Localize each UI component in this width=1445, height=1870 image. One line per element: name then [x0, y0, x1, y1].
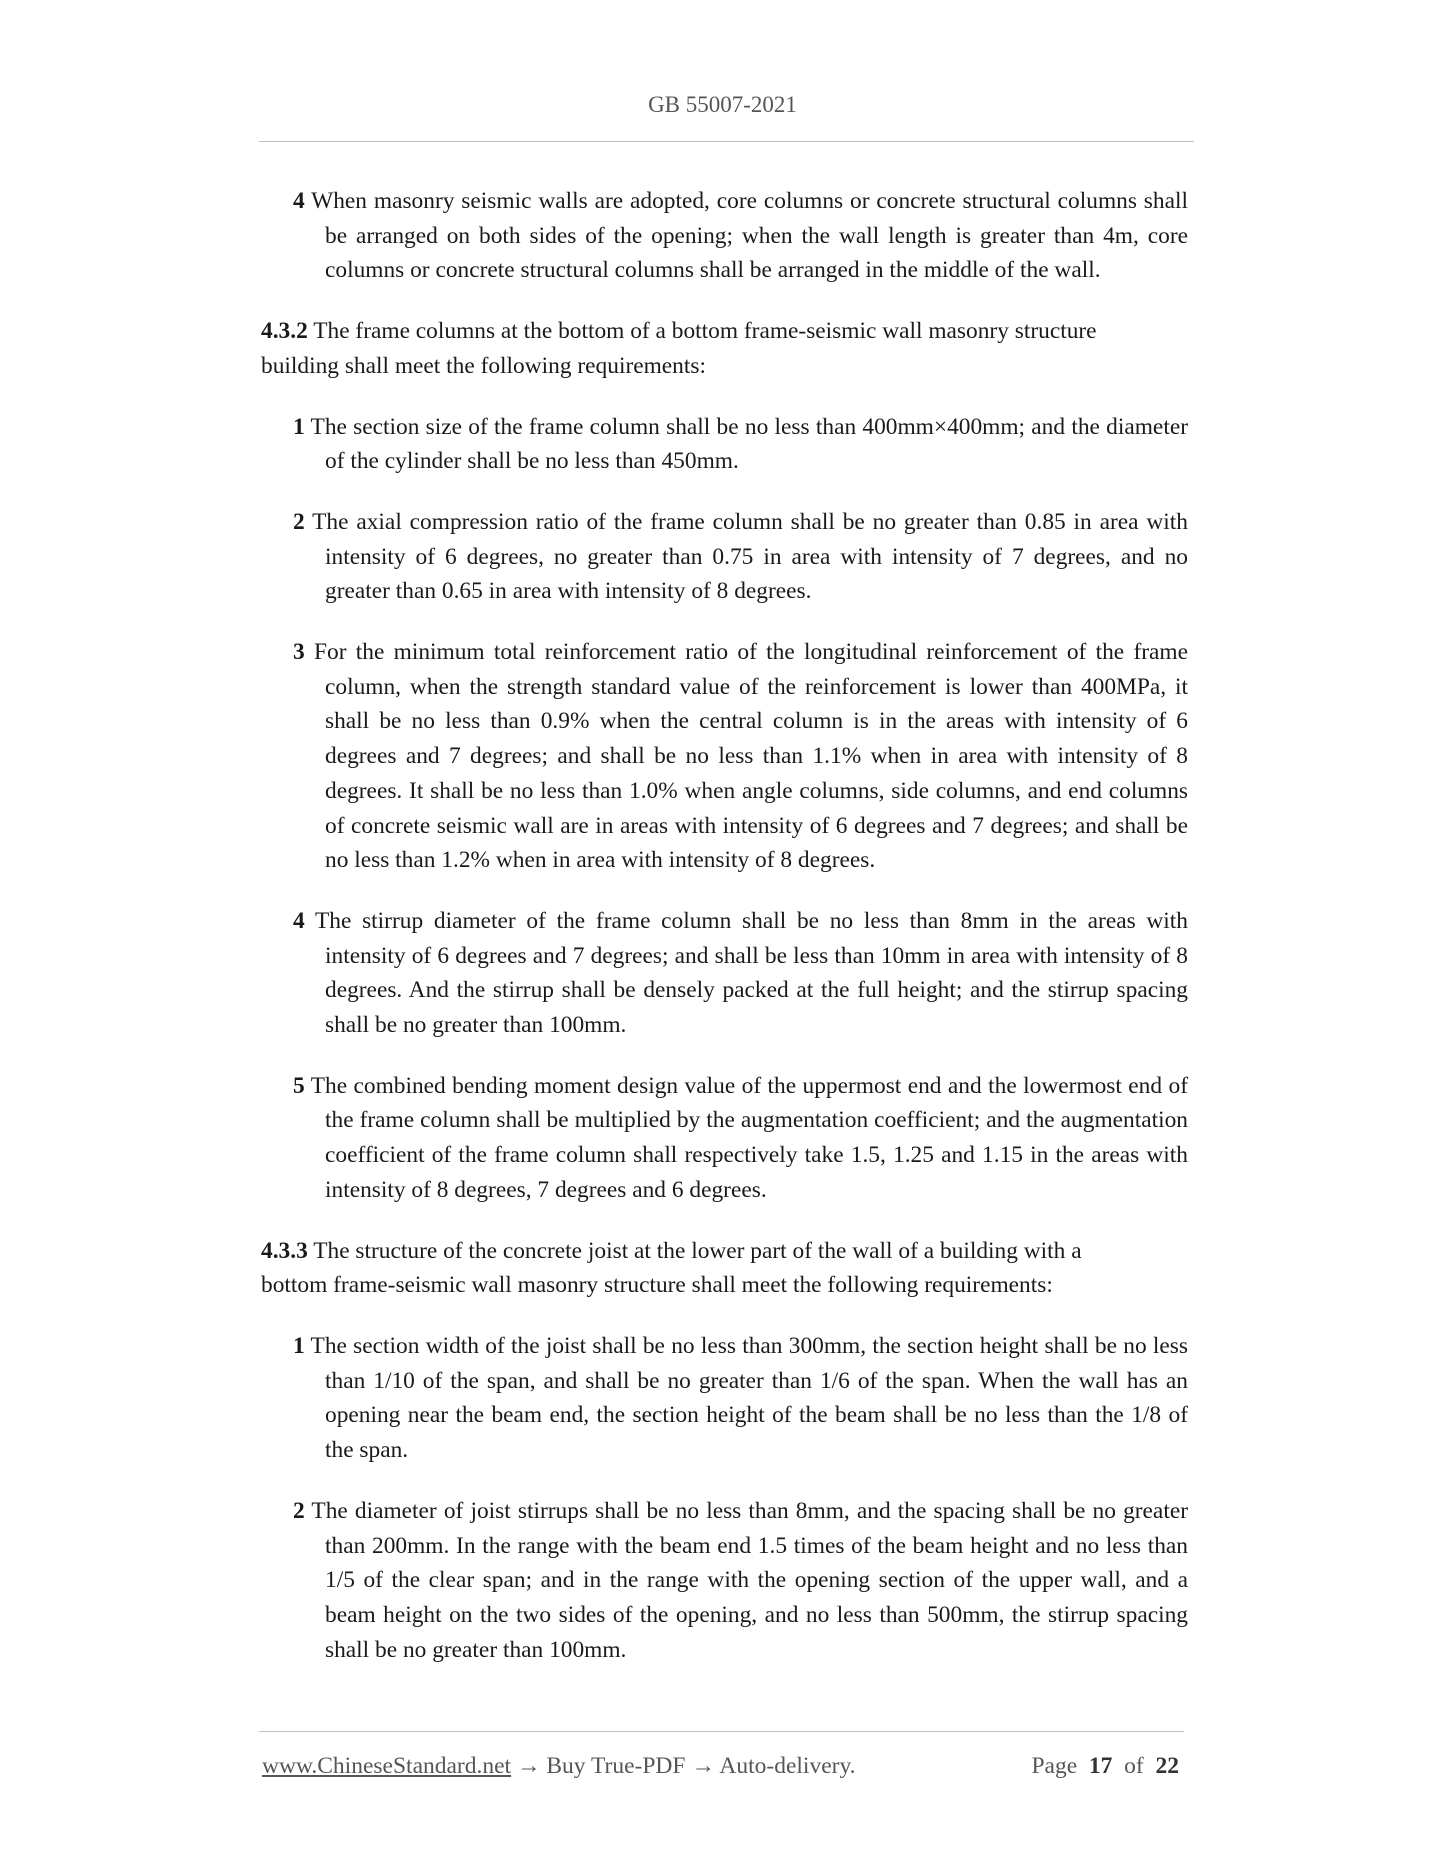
item-number: 4	[293, 188, 305, 214]
page-label: Page	[1031, 1753, 1078, 1779]
page-number	[1031, 1753, 1179, 1780]
page-header-title: GB 55007-2021	[648, 92, 797, 117]
list-item	[261, 1329, 1188, 1468]
item-number: 1	[293, 413, 305, 440]
clause-text: The frame columns at the bottom of a bottom frame-seismic wall masonry structure building shall meet the following requirements:	[261, 318, 1097, 379]
list-item	[261, 184, 1188, 288]
item-text: The axial compression ratio of the frame column shall be no greater than 0.85 in area with intensity of 6 degrees, no greater than 0.75 in area with intensity of 7 degrees, and no greater than 0.65 in area with intensity of 8 degrees.	[304, 508, 1188, 605]
page-body	[261, 184, 1188, 1693]
list-item	[261, 1494, 1188, 1668]
list-item	[261, 505, 1188, 609]
total-page-number: 22	[1155, 1753, 1179, 1779]
list-item	[261, 410, 1188, 479]
clause-number: 4.3.2	[261, 318, 308, 345]
item-number: 5	[293, 1072, 305, 1099]
clause-4-3-3	[261, 1234, 1188, 1303]
item-number: 2	[293, 1497, 305, 1524]
clause-number: 4.3.3	[261, 1237, 308, 1264]
website-link[interactable]: www.ChineseStandard.net	[262, 1753, 512, 1779]
list-item	[261, 1069, 1188, 1208]
header-divider	[259, 141, 1194, 142]
item-text: The section width of the joist shall be no less than 300mm, the section height shall be no less than 1/10 of the span, and shall be no greater than 1/6 of the span. When the wall has an opening near the beam end, the section height of the beam shall be no less than the 1/8 of the span.	[304, 1332, 1188, 1464]
footer-divider	[259, 1731, 1184, 1732]
item-number: 1	[293, 1332, 305, 1359]
of-label: of	[1124, 1753, 1144, 1779]
list-item	[261, 635, 1188, 878]
footer-tagline: → Buy True-PDF → Auto-delivery.	[511, 1753, 856, 1779]
footer-link-line	[262, 1753, 856, 1780]
item-number: 4	[293, 907, 305, 934]
item-number: 2	[293, 508, 305, 535]
item-text: The stirrup diameter of the frame column shall be no less than 8mm in the areas with intensity of 6 degrees and 7 degrees; and shall be less than 10mm in area with intensity of 8 degrees. And the stirrup shall be densely packed at the full height; and the stirrup spacing shall be no greater than 100mm.	[304, 907, 1188, 1039]
item-text: For the minimum total reinforcement ratio of the longitudinal reinforcement of the frame column, when the strength standard value of the reinforcement is lower than 400MPa, it shall be no less than 0.9% when the central column is in the areas with intensity of 6 degrees and 7 degrees; and shall be no less than 1.1% when in area with intensity of 8 degrees. It shall be no less than 1.0% when angle columns, side columns, and end columns of concrete seismic wall are in areas with intensity of 6 degrees and 7 degrees; and shall be no less than 1.2% when in area with intensity of 8 degrees.	[304, 639, 1188, 874]
item-number: 3	[293, 639, 305, 666]
item-text: The combined bending moment design value of the uppermost end and the lowermost end of the frame column shall be multiplied by the augmentation coefficient; and the augmentation coefficient of the frame column shall respectively take 1.5, 1.25 and 1.15 in the areas with intensity of 8 degrees, 7 degrees and 6 degrees.	[304, 1072, 1188, 1203]
item-text: The diameter of joist stirrups shall be no less than 8mm, and the spacing shall be no greater than 200mm. In the range with the beam end 1.5 times of the beam height and no less than 1/5 of the clear span; and in the range with the opening section of the upper wall, and a beam height on the two sides of the opening, and no less than 500mm, the stirrup spacing shall be no greater than 100mm.	[304, 1497, 1188, 1663]
clause-4-3-2	[261, 314, 1188, 383]
list-item	[261, 904, 1188, 1043]
item-text: When masonry seismic walls are adopted, core columns or concrete structural columns shall be arranged on both sides of the opening; when the wall length is greater than 4m, core columns or concrete structural columns shall be arranged in the middle of the wall.	[304, 188, 1188, 284]
current-page-number: 17	[1088, 1753, 1113, 1779]
clause-text: The structure of the concrete joist at the lower part of the wall of a building with a bottom frame-seismic wall masonry structure shall meet the following requirements:	[261, 1237, 1082, 1299]
item-text: The section size of the frame column shall be no less than 400mm×400mm; and the diameter of the cylinder shall be no less than 450mm.	[304, 413, 1188, 475]
